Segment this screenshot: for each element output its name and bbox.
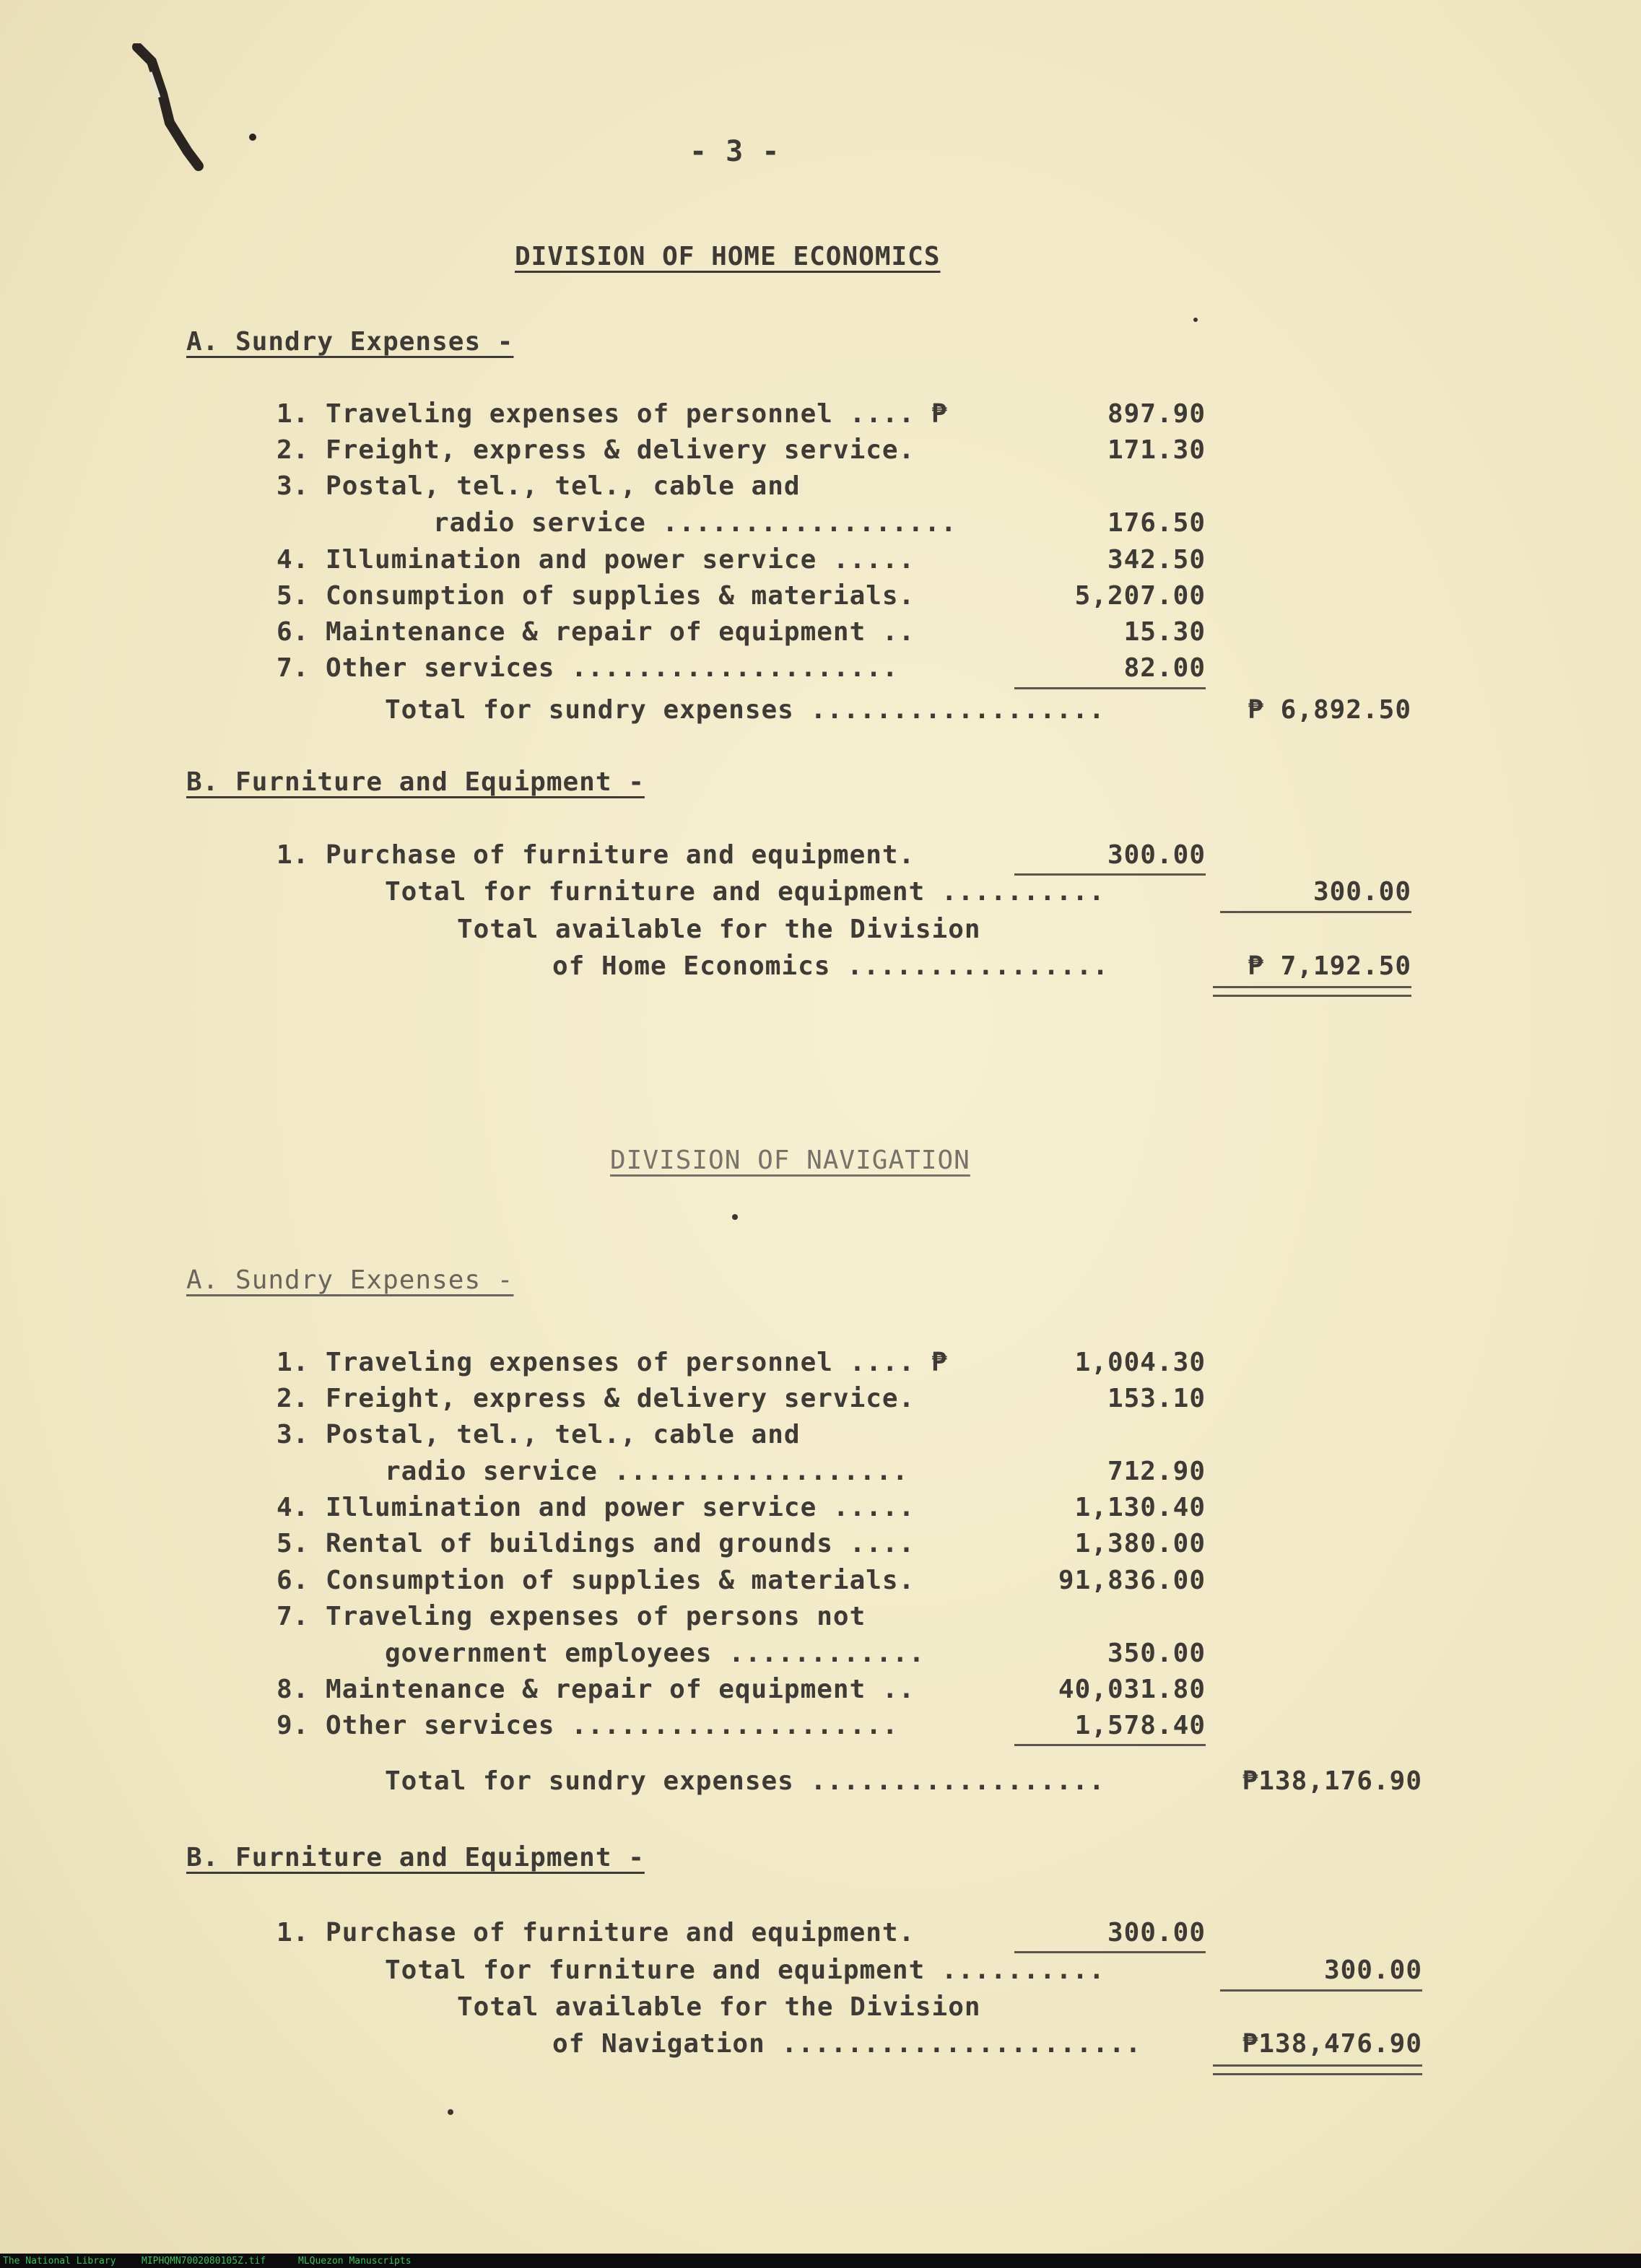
expense-item-amount: 712.90 <box>1107 1457 1206 1486</box>
expense-item-amount: 1,130.40 <box>1074 1493 1206 1522</box>
archive-footer-bar <box>0 2254 1641 2268</box>
expense-item-amount: 153.10 <box>1107 1384 1206 1413</box>
page-number: - 3 - <box>689 135 780 168</box>
footer-file-id: MIPHQMN7002080105Z.tif <box>142 2256 266 2267</box>
furniture-total-label: Total for furniture and equipment .......... <box>385 1955 1105 1985</box>
expense-item-amount: 1,004.30 <box>1074 1348 1206 1377</box>
footer-collection: MLQuezon Manuscripts <box>298 2256 412 2267</box>
expense-item-label: 5. Rental of buildings and grounds .... <box>277 1529 915 1558</box>
division-title-home-economics: DIVISION OF HOME ECONOMICS <box>515 242 941 271</box>
section-heading-sundry: A. Sundry Expenses - <box>186 1265 514 1295</box>
staple-mark-icon <box>130 43 274 202</box>
sundry-total-amount: ₱138,176.90 <box>1242 1766 1422 1796</box>
available-total-amount: ₱ 7,192.50 <box>1248 951 1411 981</box>
expense-item-label: 2. Freight, express & delivery service. <box>277 1384 915 1413</box>
expense-item-amount: 171.30 <box>1107 435 1206 465</box>
expense-item-label: 9. Other services .................... <box>277 1711 899 1740</box>
expense-item-amount: 15.30 <box>1123 617 1206 647</box>
expense-item-label: 5. Consumption of supplies & materials. <box>277 581 915 611</box>
section-heading-furniture: B. Furniture and Equipment - <box>186 1843 645 1872</box>
expense-item-label: 8. Maintenance & repair of equipment .. <box>277 1675 915 1704</box>
subtotal-rule <box>1014 1744 1206 1746</box>
expense-item-label: 4. Illumination and power service ..... <box>277 1493 915 1522</box>
section-heading-furniture: B. Furniture and Equipment - <box>186 767 645 797</box>
sundry-total-amount: ₱ 6,892.50 <box>1248 695 1411 725</box>
ink-dot <box>732 1214 738 1220</box>
division-title-navigation: DIVISION OF NAVIGATION <box>610 1146 970 1175</box>
expense-item-label: 2. Freight, express & delivery service. <box>277 435 915 465</box>
available-label-line2: of Navigation ...................... <box>552 2029 1142 2059</box>
ink-dot <box>1193 318 1198 322</box>
furniture-total-label: Total for furniture and equipment .......... <box>385 877 1105 907</box>
expense-item-label: 7. Traveling expenses of persons not <box>277 1602 866 1631</box>
expense-item-label: 1. Traveling expenses of personnel .... ₱ <box>277 399 948 429</box>
available-label-line1: Total available for the Division <box>457 1992 981 2022</box>
expense-item-amount: 897.90 <box>1107 399 1206 429</box>
expense-item-amount: 350.00 <box>1107 1639 1206 1668</box>
expense-item-label: 4. Illumination and power service ..... <box>277 545 915 575</box>
ink-dot <box>448 2109 453 2115</box>
expense-item-amount: 342.50 <box>1107 545 1206 575</box>
subtotal-rule <box>1220 1989 1422 1992</box>
available-label-line2: of Home Economics ................ <box>552 951 1109 981</box>
expense-item-amount: 1,578.40 <box>1074 1711 1206 1740</box>
subtotal-rule <box>1014 873 1206 876</box>
expense-item-label: 1. Traveling expenses of personnel .... ₱ <box>277 1348 948 1377</box>
expense-item-amount: 176.50 <box>1107 508 1206 538</box>
expense-item-label: 6. Maintenance & repair of equipment .. <box>277 617 915 647</box>
sundry-total-label: Total for sundry expenses .................. <box>385 1766 1105 1796</box>
subtotal-rule <box>1014 687 1206 689</box>
furniture-item-label: 1. Purchase of furniture and equipment. <box>277 840 915 870</box>
available-label-line1: Total available for the Division <box>457 915 981 944</box>
expense-item-amount: 5,207.00 <box>1074 581 1206 611</box>
furniture-item-label: 1. Purchase of furniture and equipment. <box>277 1918 915 1948</box>
expense-item-label: 6. Consumption of supplies & materials. <box>277 1566 915 1595</box>
furniture-total-amount: 300.00 <box>1313 877 1411 907</box>
furniture-total-amount: 300.00 <box>1323 1955 1422 1985</box>
expense-item-label: 7. Other services .................... <box>277 653 899 683</box>
expense-item-amount: 40,031.80 <box>1058 1675 1206 1704</box>
expense-item-amount: 91,836.00 <box>1058 1566 1206 1595</box>
footer-library: The National Library <box>3 2256 116 2267</box>
sundry-total-label: Total for sundry expenses .................. <box>385 695 1105 725</box>
expense-item-label: government employees ............ <box>385 1639 926 1668</box>
furniture-item-amount: 300.00 <box>1107 1918 1206 1948</box>
expense-item-amount: 1,380.00 <box>1074 1529 1206 1558</box>
expense-item-amount: 82.00 <box>1123 653 1206 683</box>
expense-item-label: 3. Postal, tel., tel., cable and <box>277 471 801 501</box>
section-heading-sundry: A. Sundry Expenses - <box>186 327 514 357</box>
furniture-item-amount: 300.00 <box>1107 840 1206 870</box>
expense-item-label: 3. Postal, tel., tel., cable and <box>277 1420 801 1449</box>
expense-item-label: radio service .................. <box>385 1457 909 1486</box>
subtotal-rule <box>1014 1951 1206 1953</box>
expense-item-label: radio service .................. <box>433 508 957 538</box>
grand-total-double-rule <box>1213 2064 1422 2075</box>
grand-total-double-rule <box>1213 986 1411 997</box>
subtotal-rule <box>1220 911 1411 913</box>
available-total-amount: ₱138,476.90 <box>1242 2029 1422 2059</box>
